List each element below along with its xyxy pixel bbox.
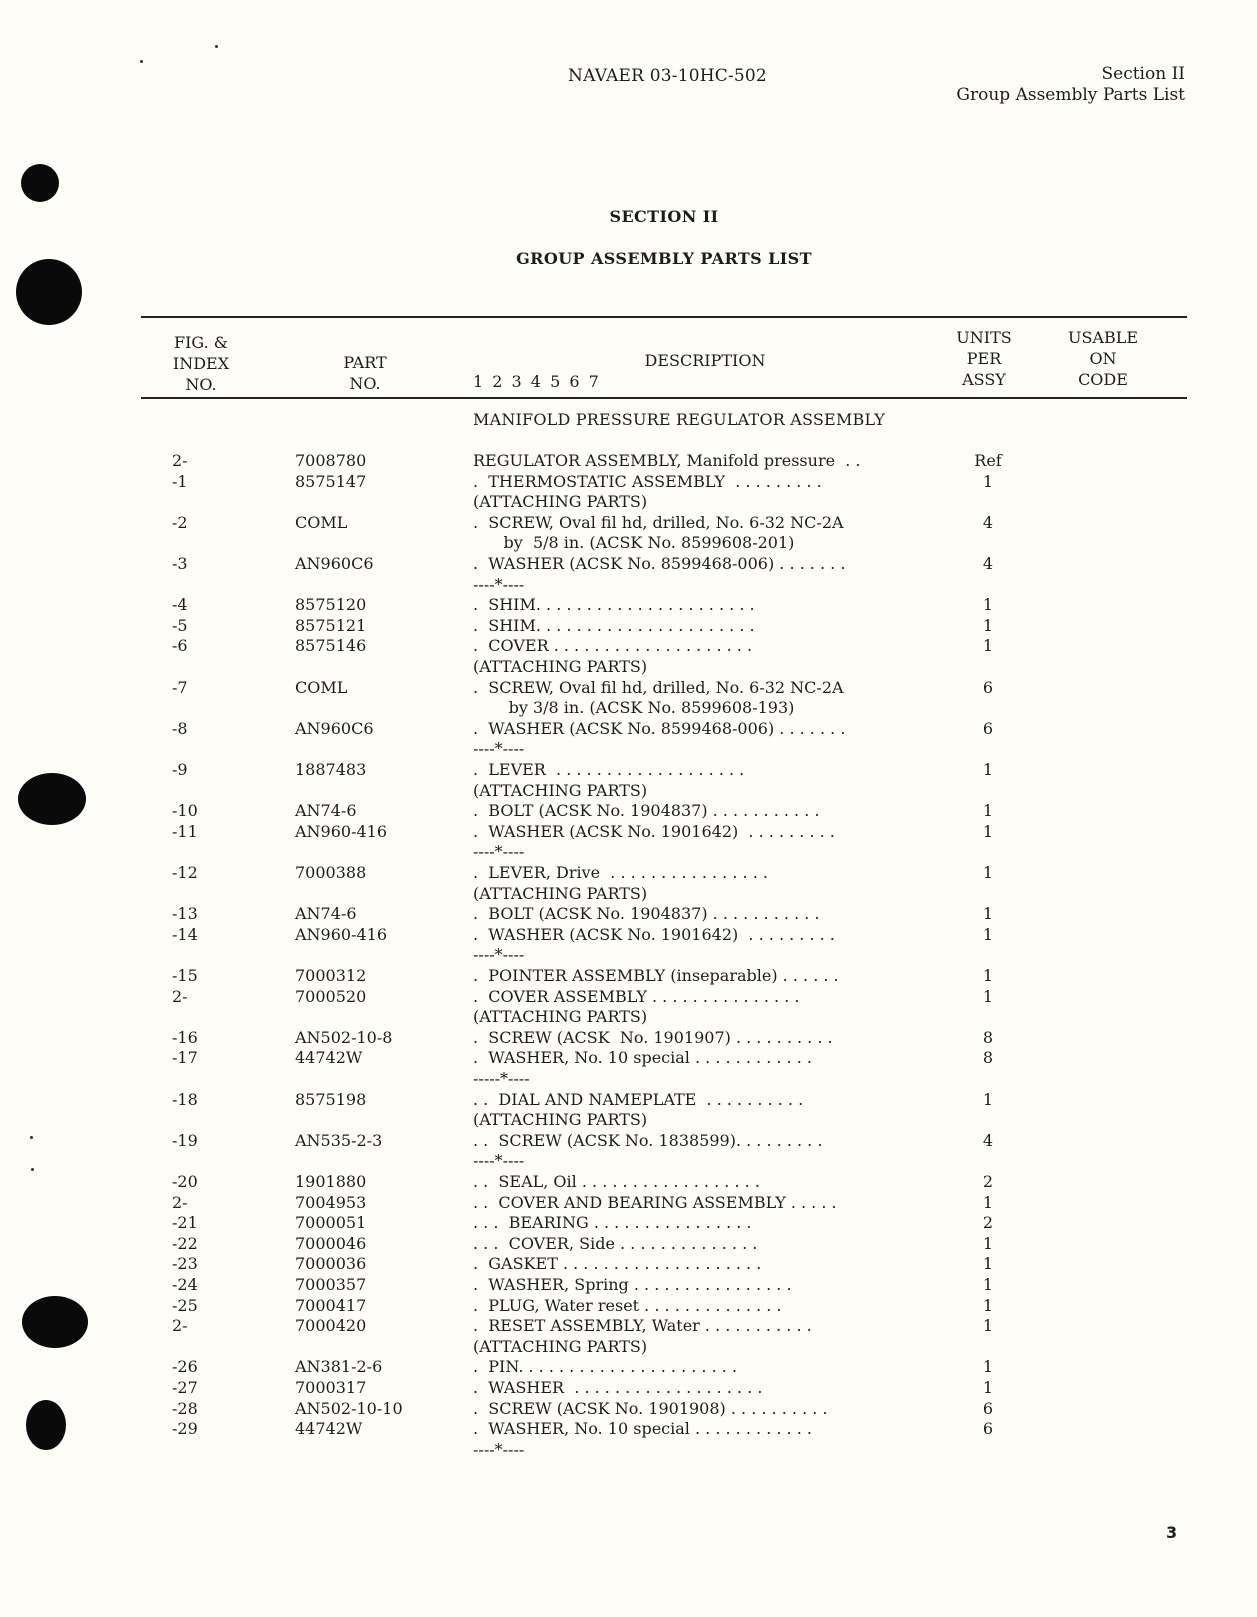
index-cell: -6 (172, 636, 188, 655)
description-cell: . BOLT (ACSK No. 1904837) . . . . . . . . . . . (473, 904, 820, 923)
part-number-cell: COML (295, 513, 348, 532)
description-cell: . BOLT (ACSK No. 1904837) . . . . . . . . . . . (473, 801, 820, 820)
description-cell: . GASKET . . . . . . . . . . . . . . . . . . . . (473, 1254, 762, 1273)
description-cell: by 3/8 in. (ACSK No. 8599608-193) (473, 698, 795, 717)
table-row (0, 1048, 1257, 1069)
description-cell: ----*---- (473, 842, 525, 861)
description-cell: ----*---- (473, 945, 525, 964)
binder-hole (16, 259, 82, 325)
description-cell: REGULATOR ASSEMBLY, Manifold pressure . . (473, 451, 861, 470)
part-number-cell: 7000036 (295, 1254, 367, 1273)
description-cell: . WASHER . . . . . . . . . . . . . . . . . . . (473, 1378, 763, 1397)
units-cell: 4 (982, 513, 994, 532)
part-number-cell: 8575121 (295, 616, 367, 635)
part-number-cell: 44742W (295, 1419, 363, 1438)
part-number-cell: 7000046 (295, 1234, 367, 1253)
units-cell: 1 (982, 472, 994, 491)
running-header (956, 64, 1185, 106)
scan-speck (140, 60, 143, 63)
units-cell: 8 (982, 1028, 994, 1047)
column-header-indent-levels: 1 2 3 4 5 6 7 (473, 372, 599, 391)
description-cell: . WASHER (ACSK No. 1901642) . . . . . . . . . (473, 925, 835, 944)
table-row (0, 657, 1257, 678)
part-number-cell: COML (295, 678, 348, 697)
table-row (0, 472, 1257, 493)
part-number-cell: 7000312 (295, 966, 367, 985)
description-cell: ----*---- (473, 1440, 525, 1459)
table-row (0, 1028, 1257, 1049)
table-top-rule (141, 316, 1187, 318)
table-row (0, 1007, 1257, 1028)
table-row (0, 595, 1257, 616)
table-row (0, 1357, 1257, 1378)
units-cell: Ref (974, 451, 1002, 470)
index-cell: -5 (172, 616, 188, 635)
table-row (0, 1399, 1257, 1420)
part-number-cell: AN960C6 (295, 719, 374, 738)
description-cell: . COVER ASSEMBLY . . . . . . . . . . . . . . . (473, 987, 800, 1006)
description-cell: . SHIM. . . . . . . . . . . . . . . . . . . . . . (473, 595, 755, 614)
units-cell: 1 (982, 987, 994, 1006)
column-header-description: DESCRIPTION (644, 351, 766, 370)
table-row (0, 575, 1257, 596)
part-number-cell: AN960C6 (295, 554, 374, 573)
units-cell: 6 (982, 719, 994, 738)
description-cell: . PLUG, Water reset . . . . . . . . . . . . . . (473, 1296, 782, 1315)
index-cell: -26 (172, 1357, 198, 1376)
index-cell: -12 (172, 863, 198, 882)
table-row (0, 863, 1257, 884)
table-row (0, 1090, 1257, 1111)
table-row (0, 1234, 1257, 1255)
index-cell: -18 (172, 1090, 198, 1109)
scan-speck (215, 45, 218, 48)
section-subheading: GROUP ASSEMBLY PARTS LIST (516, 249, 812, 268)
units-cell: 1 (982, 1316, 994, 1335)
binder-hole (21, 164, 59, 202)
index-cell: -1 (172, 472, 188, 491)
part-number-cell: 7008780 (295, 451, 367, 470)
units-cell: 4 (982, 1131, 994, 1150)
description-cell: . SCREW, Oval fil hd, drilled, No. 6-32 NC-2A (473, 678, 844, 697)
description-cell: (ATTACHING PARTS) (473, 657, 648, 676)
description-cell: (ATTACHING PARTS) (473, 781, 648, 800)
index-cell: -27 (172, 1378, 198, 1397)
table-row (0, 945, 1257, 966)
description-cell: . . . BEARING . . . . . . . . . . . . . . . . (473, 1213, 752, 1232)
description-cell: . RESET ASSEMBLY, Water . . . . . . . . . . . (473, 1316, 812, 1335)
index-cell: -4 (172, 595, 188, 614)
description-cell: (ATTACHING PARTS) (473, 1337, 648, 1356)
index-cell: -23 (172, 1254, 198, 1273)
description-cell: . THERMOSTATIC ASSEMBLY . . . . . . . . . (473, 472, 822, 491)
index-cell: -21 (172, 1213, 198, 1232)
description-cell: . WASHER, No. 10 special . . . . . . . . . . . . (473, 1419, 812, 1438)
part-number-cell: AN535-2-3 (295, 1131, 383, 1150)
description-cell: . . SEAL, Oil . . . . . . . . . . . . . . . . . . (473, 1172, 760, 1191)
description-cell: . SCREW (ACSK No. 1901907) . . . . . . . . . . (473, 1028, 833, 1047)
units-cell: 2 (982, 1213, 994, 1232)
table-row (0, 925, 1257, 946)
section-heading: SECTION II (609, 207, 719, 226)
description-cell: . . COVER AND BEARING ASSEMBLY . . . . . (473, 1193, 837, 1212)
table-row (0, 760, 1257, 781)
table-row (0, 904, 1257, 925)
table-row (0, 513, 1257, 534)
index-cell: -22 (172, 1234, 198, 1253)
part-number-cell: 7000388 (295, 863, 367, 882)
part-number-cell: AN74-6 (295, 801, 357, 820)
index-cell: -17 (172, 1048, 198, 1067)
description-cell: . SCREW (ACSK No. 1901908) . . . . . . . . . . (473, 1399, 828, 1418)
table-row (0, 801, 1257, 822)
table-row (0, 1151, 1257, 1172)
units-cell: 1 (982, 822, 994, 841)
description-cell: (ATTACHING PARTS) (473, 1007, 648, 1026)
index-cell: -16 (172, 1028, 198, 1047)
table-row (0, 739, 1257, 760)
table-row (0, 1378, 1257, 1399)
part-number-cell: AN74-6 (295, 904, 357, 923)
index-cell: -25 (172, 1296, 198, 1315)
table-row (0, 1131, 1257, 1152)
units-cell: 1 (982, 966, 994, 985)
section-label: Section II (1101, 64, 1185, 84)
part-number-cell: AN502-10-8 (295, 1028, 393, 1047)
part-number-cell: 7000051 (295, 1213, 367, 1232)
index-cell: -3 (172, 554, 188, 573)
table-row (0, 1419, 1257, 1440)
description-cell: (ATTACHING PARTS) (473, 492, 648, 511)
part-number-cell: 7000417 (295, 1296, 367, 1315)
description-cell: (ATTACHING PARTS) (473, 884, 648, 903)
table-row (0, 1254, 1257, 1275)
column-header-usable-on-code: USABLE ON CODE (1067, 328, 1139, 389)
table-row (0, 842, 1257, 863)
units-cell: 6 (982, 678, 994, 697)
units-cell: 1 (982, 863, 994, 882)
part-number-cell: 1887483 (295, 760, 367, 779)
units-cell: 1 (982, 760, 994, 779)
part-number-cell: AN502-10-10 (295, 1399, 403, 1418)
units-cell: 1 (982, 636, 994, 655)
description-cell: . WASHER, Spring . . . . . . . . . . . . . . . . (473, 1275, 792, 1294)
index-cell: -15 (172, 966, 198, 985)
units-cell: 1 (982, 904, 994, 923)
units-cell: 1 (982, 1378, 994, 1397)
units-cell: 1 (982, 1254, 994, 1273)
description-cell: . . DIAL AND NAMEPLATE . . . . . . . . . . (473, 1090, 804, 1109)
index-cell: -13 (172, 904, 198, 923)
table-row (0, 884, 1257, 905)
description-cell: . SHIM. . . . . . . . . . . . . . . . . . . . . . (473, 616, 755, 635)
units-cell: 4 (982, 554, 994, 573)
index-cell: -24 (172, 1275, 198, 1294)
description-cell: . PIN. . . . . . . . . . . . . . . . . . . . . . (473, 1357, 738, 1376)
units-cell: 8 (982, 1048, 994, 1067)
part-number-cell: AN960-416 (295, 822, 388, 841)
description-cell: ----*---- (473, 1151, 525, 1170)
table-row (0, 781, 1257, 802)
description-cell: -----*---- (473, 1069, 530, 1088)
part-number-cell: AN381-2-6 (295, 1357, 383, 1376)
index-cell: -14 (172, 925, 198, 944)
units-cell: 1 (982, 595, 994, 614)
description-cell: . WASHER (ACSK No. 1901642) . . . . . . . . . (473, 822, 835, 841)
index-cell: 2- (172, 451, 188, 470)
table-row (0, 1213, 1257, 1234)
table-row (0, 1337, 1257, 1358)
description-cell: . LEVER . . . . . . . . . . . . . . . . . . . (473, 760, 745, 779)
units-cell: 1 (982, 1234, 994, 1253)
units-cell: 2 (982, 1172, 994, 1191)
table-row (0, 1440, 1257, 1461)
units-cell: 1 (982, 1275, 994, 1294)
part-number-cell: 7000317 (295, 1378, 367, 1397)
table-row (0, 698, 1257, 719)
column-header-fig-index: FIG. & INDEX NO. (172, 333, 230, 394)
part-number-cell: 1901880 (295, 1172, 367, 1191)
part-number-cell: 8575198 (295, 1090, 367, 1109)
description-cell: . WASHER (ACSK No. 8599468-006) . . . . . . . (473, 719, 846, 738)
part-number-cell: 8575147 (295, 472, 367, 491)
units-cell: 1 (982, 1296, 994, 1315)
description-cell: . POINTER ASSEMBLY (inseparable) . . . . . . (473, 966, 839, 985)
index-cell: 2- (172, 1193, 188, 1212)
description-cell: . LEVER, Drive . . . . . . . . . . . . . . . . (473, 863, 768, 882)
units-cell: 1 (982, 616, 994, 635)
table-row (0, 1193, 1257, 1214)
table-row (0, 636, 1257, 657)
description-cell: . SCREW, Oval fil hd, drilled, No. 6-32 NC-2A (473, 513, 844, 532)
index-cell: -8 (172, 719, 188, 738)
part-number-cell: 7000520 (295, 987, 367, 1006)
table-row (0, 1275, 1257, 1296)
index-cell: -29 (172, 1419, 198, 1438)
units-cell: 1 (982, 1090, 994, 1109)
index-cell: -19 (172, 1131, 198, 1150)
index-cell: -11 (172, 822, 198, 841)
table-row (0, 1172, 1257, 1193)
part-number-cell: 7000420 (295, 1316, 367, 1335)
index-cell: -20 (172, 1172, 198, 1191)
part-number-cell: AN960-416 (295, 925, 388, 944)
table-row (0, 492, 1257, 513)
description-cell: ----*---- (473, 739, 525, 758)
table-row (0, 533, 1257, 554)
part-number-cell: 7004953 (295, 1193, 367, 1212)
units-cell: 1 (982, 925, 994, 944)
part-number-cell: 8575120 (295, 595, 367, 614)
table-row (0, 616, 1257, 637)
index-cell: 2- (172, 987, 188, 1006)
table-header-rule (141, 397, 1187, 399)
index-cell: 2- (172, 1316, 188, 1335)
index-cell: -7 (172, 678, 188, 697)
units-cell: 1 (982, 801, 994, 820)
description-cell: . COVER . . . . . . . . . . . . . . . . . . . . (473, 636, 753, 655)
table-row (0, 719, 1257, 740)
part-number-cell: 44742W (295, 1048, 363, 1067)
description-cell: . WASHER, No. 10 special . . . . . . . . . . . . (473, 1048, 812, 1067)
table-row (0, 822, 1257, 843)
table-row (0, 1296, 1257, 1317)
index-cell: -28 (172, 1399, 198, 1418)
index-cell: -10 (172, 801, 198, 820)
page-number: 3 (1166, 1523, 1178, 1542)
description-cell: (ATTACHING PARTS) (473, 1110, 648, 1129)
table-row (0, 554, 1257, 575)
table-row (0, 1069, 1257, 1090)
table-row (0, 451, 1257, 472)
units-cell: 6 (982, 1399, 994, 1418)
units-cell: 6 (982, 1419, 994, 1438)
index-cell: -2 (172, 513, 188, 532)
column-header-part-no: PART NO. (343, 353, 387, 393)
part-number-cell: 8575146 (295, 636, 367, 655)
section-title-label: Group Assembly Parts List (956, 85, 1185, 105)
table-row (0, 1110, 1257, 1131)
units-cell: 1 (982, 1357, 994, 1376)
assembly-group-title: MANIFOLD PRESSURE REGULATOR ASSEMBLY (473, 410, 886, 429)
table-row (0, 1316, 1257, 1337)
table-row (0, 966, 1257, 987)
document-number: NAVAER 03-10HC-502 (568, 66, 767, 86)
index-cell: -9 (172, 760, 188, 779)
description-cell: . . . COVER, Side . . . . . . . . . . . . . . (473, 1234, 758, 1253)
column-header-units-per-assy: UNITS PER ASSY (956, 328, 1012, 389)
table-row (0, 987, 1257, 1008)
description-cell: . . SCREW (ACSK No. 1838599). . . . . . . . . (473, 1131, 823, 1150)
table-row (0, 678, 1257, 699)
description-cell: . WASHER (ACSK No. 8599468-006) . . . . . . . (473, 554, 846, 573)
description-cell: ----*---- (473, 575, 525, 594)
part-number-cell: 7000357 (295, 1275, 367, 1294)
description-cell: by 5/8 in. (ACSK No. 8599608-201) (473, 533, 795, 552)
units-cell: 1 (982, 1193, 994, 1212)
